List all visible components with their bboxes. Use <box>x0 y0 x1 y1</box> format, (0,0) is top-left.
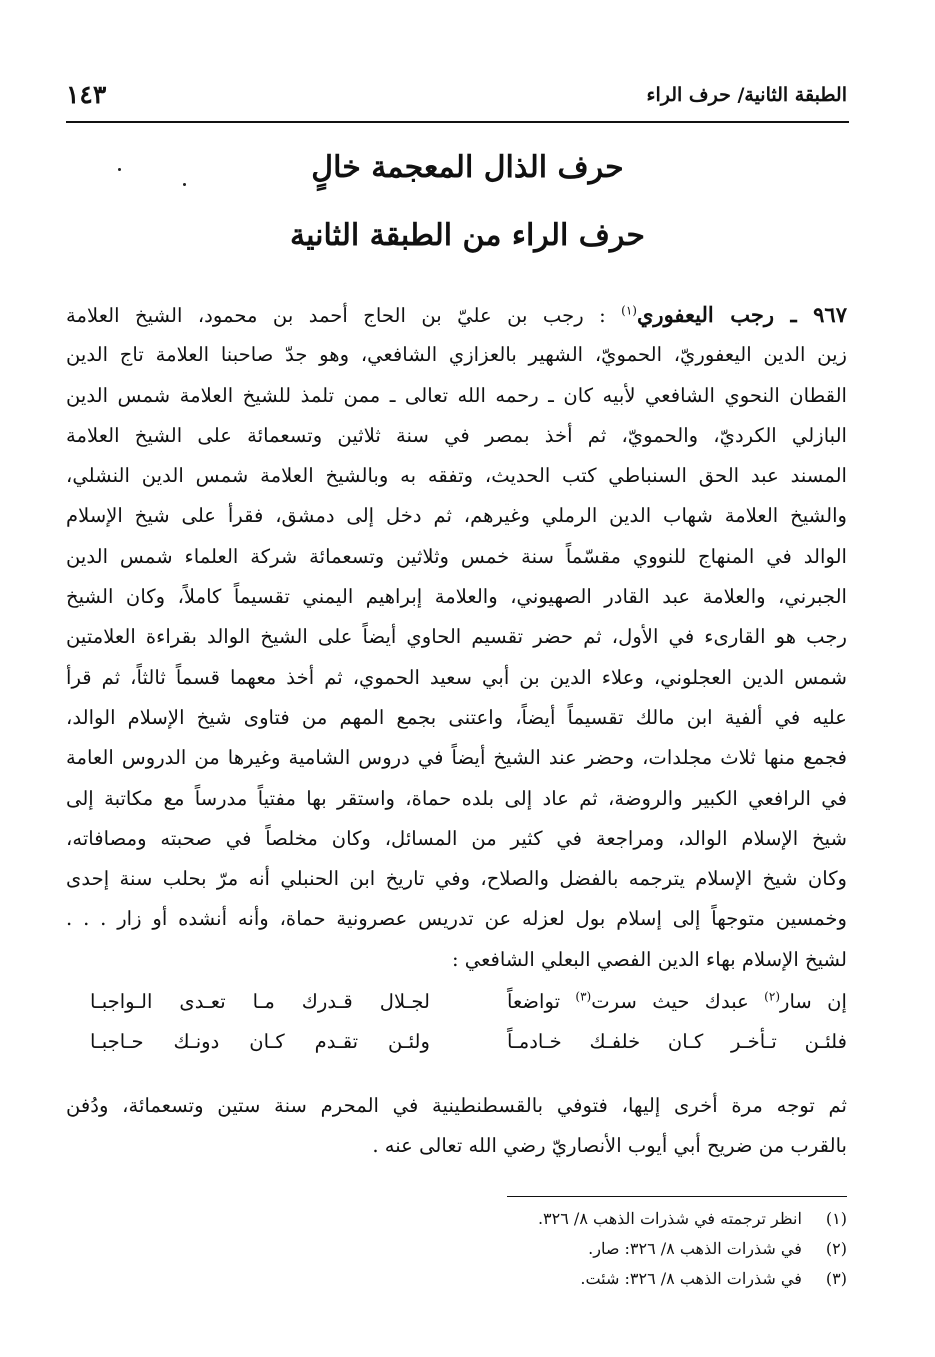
entry-line: رجب هو القارىء في الأول، ثم حضر تقسيم الحاوي أيضاً على الشيخ الوالد بقراءة العلامتين <box>66 625 847 649</box>
closing-paragraph <box>66 1086 847 1167</box>
verse-line <box>90 982 847 1022</box>
footnote-ref: (٣) <box>575 989 592 1004</box>
hemistich-left: لجـلال قـدرك مـا تعـدى الـواجبـا <box>90 990 430 1013</box>
biography-entry <box>66 295 847 980</box>
hemistich-right: إن سار$^{(٢)}$ عبدك حيث سرت$^{(٣)}$ تواضعاً <box>507 989 847 1013</box>
footnote-ref: (١) <box>621 303 637 318</box>
footnote-text: في شذرات الذهب ٨/ ٣٢٦: صار. <box>588 1239 802 1258</box>
footnote-number: (٣) <box>825 1269 847 1288</box>
footnote-ref: (٢) <box>764 989 780 1004</box>
entry-line: فجمع منها ثلاث مجلدات، وحضر عند الشيخ أيضاً في دروس الشامية وغيرها من الدروس العامة <box>66 746 847 770</box>
page-number: ١٤٣ <box>66 80 107 109</box>
entry-line: الجبرني، والعلامة عبد القادر الصهيوني، والعلامة إبراهيم اليمني تقسيماً كاملاً، وكان الشيخ <box>66 585 847 609</box>
entry-line: : رجب بن عليّ بن الحاج أحمد بن محمود، الشيخ العلامة <box>66 304 606 327</box>
footnote <box>538 1234 847 1264</box>
running-title: الطبقة الثانية/ حرف الراء <box>646 84 847 106</box>
footnote-number: (١) <box>825 1209 847 1228</box>
poem-verse <box>90 982 847 1067</box>
entry-line: شيخ الإسلام الوالد، ومراجعة في كثير من المسائل، وكان مخلصاً في صحبته ومصافاته، <box>66 826 847 850</box>
entry-line: المسند عبد الحق السنباطي كتب الحديث، وتفقه به وبالشيخ العلامة شمس الدين النشلي، <box>66 464 847 488</box>
closing-line: بالقرب من ضريح أبي أيوب الأنصاريّ رضي الله تعالى عنه . <box>372 1134 847 1158</box>
entry-line: والشيخ العلامة شهاب الدين الرملي وغيرهم، ثم دخل إلى دمشق، فقرأ على شيخ الإسلام <box>66 504 847 528</box>
entry-line: في الرافعي الكبير والروضة، ثم عاد إلى بلده حماة، واستقر بها مفتياً مدرساً مع مكاتبة إلى <box>66 786 847 810</box>
entry-line: شمس الدين العجلوني، وعلاء الدين بن أبي سعيد الحموي، ثم أخذ معهما قسماً ثالثاً، ثم قرأ <box>66 665 847 689</box>
footnote-text: انظر ترجمته في شذرات الذهب ٨/ ٣٢٦. <box>537 1209 802 1228</box>
entry-line: البازلي الكرديّ، والحمويّ، ثم أخذ بمصر في سنة ثلاثين وتسعمائة على الشيخ العلامة <box>66 423 847 447</box>
footnote-rule <box>507 1196 847 1197</box>
entry-line: زين الدين اليعفوريّ، الحمويّ، الشهير بالعزازي الشافعي، وهو جدّ صاحبنا العلامة تاج الدين <box>66 343 847 367</box>
verse-line <box>90 1022 847 1062</box>
footnote <box>538 1264 847 1294</box>
entry-line: وخمسين متوجهاً إلى إسلام بول لعزله عن تدريس عصرونية حماة، وأنه أنشده أو زار . . . <box>66 907 847 931</box>
entry-line: الوالد في المنهاج للنووي مقسّماً سنة خمس وثلاثين وتسعمائة شركة العلماء شمس الدين <box>66 544 847 568</box>
running-head <box>66 78 847 118</box>
print-speck <box>183 183 186 186</box>
section-heading-title: حرف الراء من الطبقة الثانية <box>290 218 645 253</box>
print-speck <box>118 168 121 171</box>
footnote-text: في شذرات الذهب ٨/ ٣٢٦: شئت. <box>580 1269 802 1288</box>
footnote-number: (٢) <box>825 1239 847 1258</box>
closing-line: ثم توجه مرة أخرى إليها، فتوفي بالقسطنطينية في المحرم سنة ستين وتسعمائة، ودُفن <box>66 1094 847 1117</box>
entry-line: وكان شيخ الإسلام يترجمه بالفضل والصلاح، وفي تاريخ ابن الحنبلي أنه مرّ بحلب سنة إحدى <box>66 867 847 891</box>
header-rule <box>66 121 849 123</box>
entry-line: عليه في ألفية ابن مالك تقسيماً أيضاً، واعتنى بجمع المهم من فتاوى شيخ الإسلام الوالد، <box>66 705 847 729</box>
hemistich-left: ولئـن تقـدم كـان دونـك حـاجبـا <box>90 1030 430 1053</box>
section-heading-empty: حرف الذال المعجمة خالٍ <box>311 150 624 185</box>
entry-line: لشيخ الإسلام بهاء الدين الفصي البعلي الشافعي : <box>451 947 847 971</box>
entry-line: القطان النحوي الشافعي لأبيه كان ـ رحمه الله تعالى ـ ممن تلمذ للشيخ العلامة شمس الدين <box>66 383 847 407</box>
footnotes <box>538 1204 847 1294</box>
entry-title: ٩٦٧ ـ رجب اليعفوري <box>636 302 847 327</box>
footnote <box>538 1204 847 1234</box>
hemistich-right: فلئـن تـأخـر كـان خلفـك خـادمـاً <box>507 1030 847 1053</box>
